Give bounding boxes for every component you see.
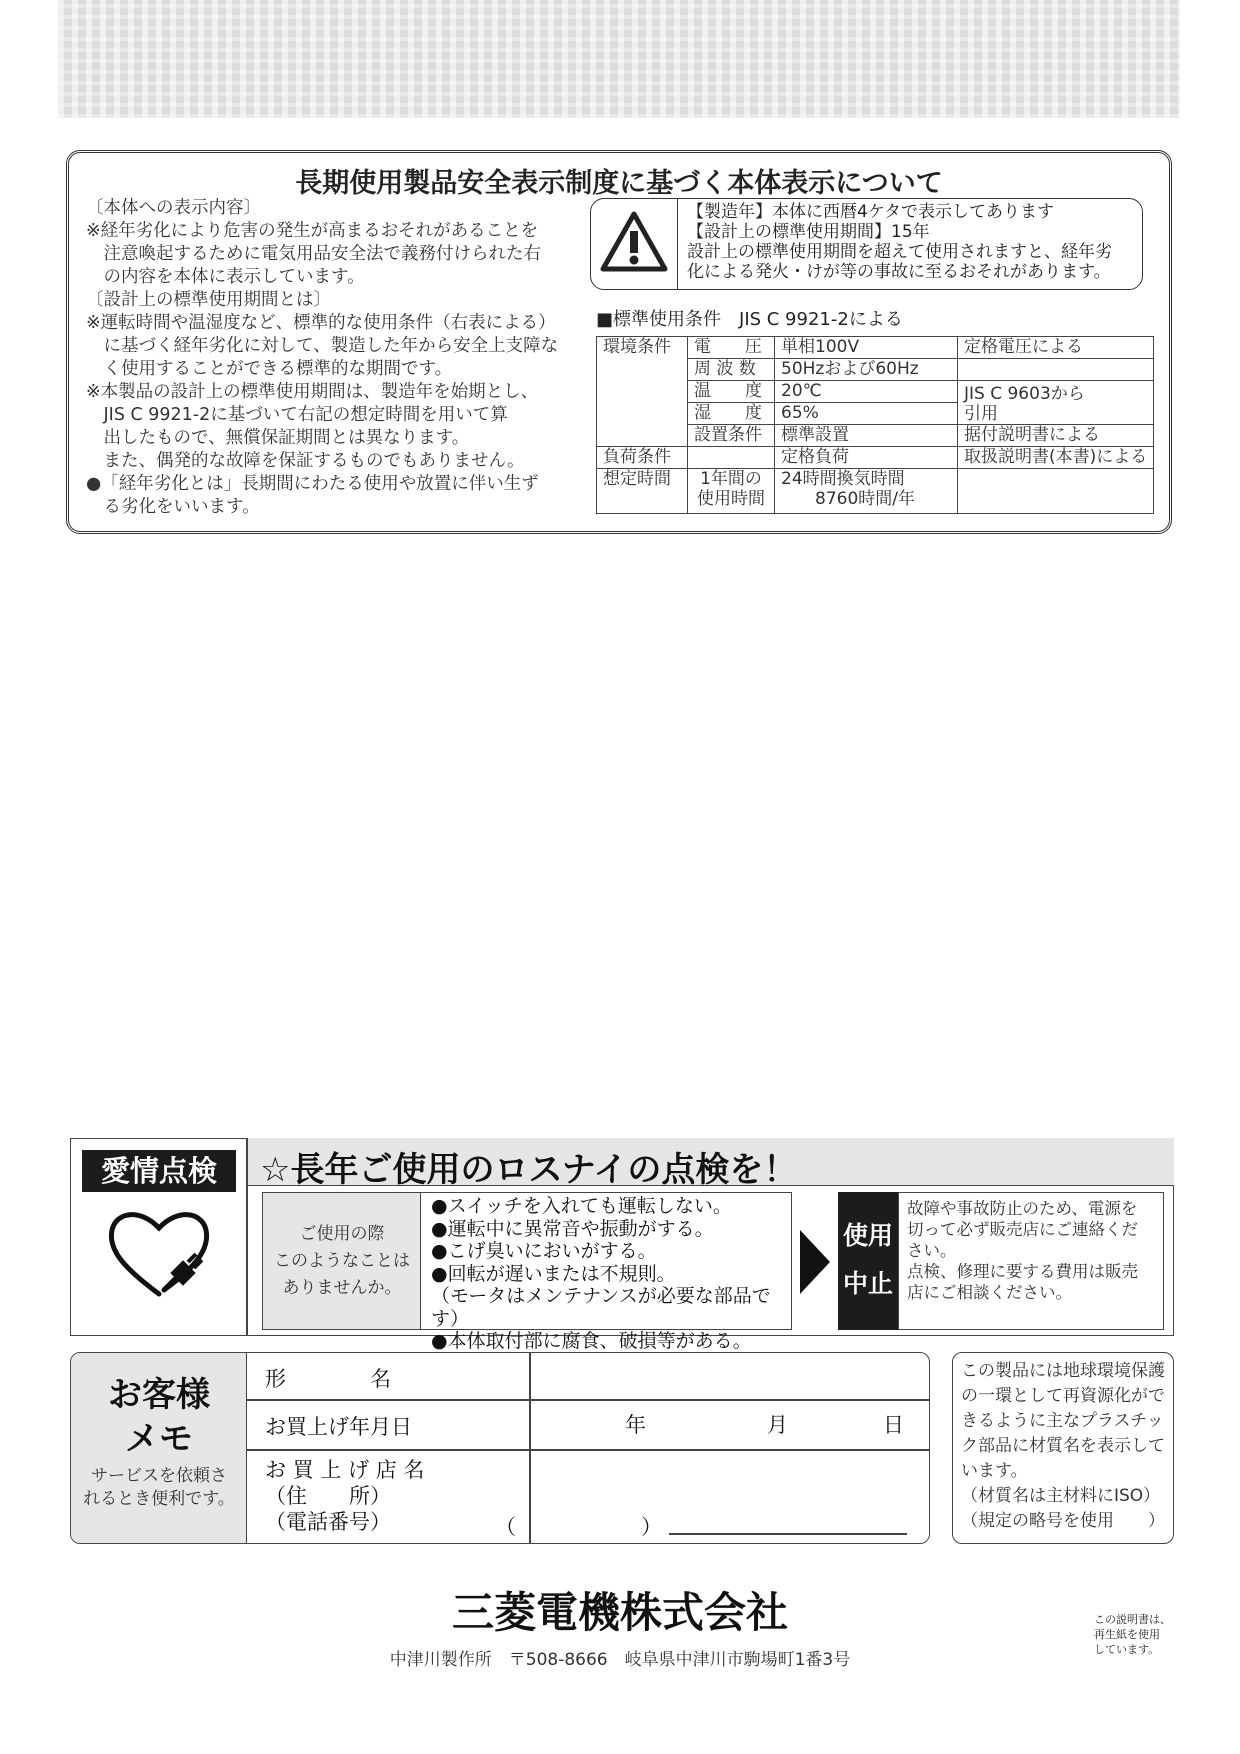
- list-item: ●運転中に異常音や振動がする。: [431, 1217, 714, 1240]
- text-line: に基づく経年劣化に対して、製造した年から安全上支障な: [86, 336, 559, 356]
- text-line: の内容を本体に表示しています。: [86, 267, 365, 287]
- text-line: ク部品に材質名を表示して: [961, 1436, 1165, 1456]
- memo-col-divider: [529, 1353, 531, 1543]
- stop-instructions-box: [898, 1192, 1164, 1330]
- text-line: ●「経年劣化とは」長期間にわたる使用や放置に伴い生ず: [86, 474, 539, 494]
- company-name: 三菱電機株式会社: [451, 1588, 788, 1637]
- question-label: ご使用の際 このようなことは ありませんか。: [274, 1224, 410, 1298]
- company-address: 中津川製作所 〒508-8666 岐阜県中津川市駒場町1番3号: [389, 1650, 851, 1670]
- temp-note: JIS C 9603から 引用: [958, 381, 1154, 425]
- std-heading: ■標準使用条件 JIS C 9921-2による: [596, 309, 903, 330]
- freq-value: 50Hzおよび60Hz: [775, 359, 958, 381]
- warn-line: 化による発火・けが等の事故に至るおそれがあります。: [687, 262, 1111, 282]
- time-note: [958, 469, 1154, 514]
- text-line: JIS C 9921-2に基づいて右記の想定時間を用いて算: [86, 405, 508, 425]
- memo-row-divider: [247, 1399, 930, 1401]
- list-item: ●回転が遅いまたは不規則。: [431, 1262, 676, 1285]
- humid-label: 湿 度: [688, 403, 775, 425]
- warn-line: 設計上の標準使用期間を超えて使用されますと、経年劣: [687, 242, 1112, 262]
- voltage-label: 電 圧: [688, 337, 775, 359]
- inspection-divider: [246, 1138, 248, 1336]
- text-line: います。: [961, 1461, 1028, 1481]
- install-note: 据付説明書による: [958, 425, 1154, 447]
- phone-underline: [669, 1533, 907, 1535]
- load-blank: [688, 447, 775, 469]
- time-sub: 1年間の 使用時間: [688, 469, 775, 514]
- memo-title: お客様 メモ: [108, 1375, 210, 1459]
- month-label: 月: [767, 1413, 788, 1437]
- standard-conditions-table: [596, 336, 1154, 514]
- list-item: ●スイッチを入れても運転しない。: [431, 1195, 732, 1217]
- list-item: ●こげ臭いにおいがする。: [431, 1240, 657, 1262]
- purchase-date-label: お買上げ年月日: [265, 1415, 412, 1439]
- text-line: の一環として再資源化がで: [961, 1386, 1165, 1406]
- question-label-bg: [263, 1193, 421, 1329]
- texture-banner: [58, 0, 1180, 118]
- text-line: （材質名は主材料にISO）: [961, 1486, 1161, 1506]
- warning-text: [687, 202, 1112, 282]
- warning-box: [590, 198, 1143, 290]
- temp-value: 20℃: [775, 381, 958, 403]
- text-line: 故障や事故防止のため、電源を: [907, 1199, 1138, 1218]
- safety-left-text: [86, 197, 558, 519]
- text-line: さい。: [907, 1241, 957, 1260]
- symptom-list: [431, 1195, 791, 1353]
- safety-title: 長期使用製品安全表示制度に基づく本体表示について: [295, 168, 943, 199]
- voltage-value: 単相100V: [775, 337, 958, 359]
- time-value: 24時間換気時間 8760時間/年: [775, 469, 958, 514]
- voltage-note: 定格電圧による: [958, 337, 1154, 359]
- recycled-paper-note: この説明書は、 再生紙を使用 しています。: [1094, 1613, 1171, 1656]
- humid-value: 65%: [775, 403, 958, 425]
- text-line: る劣化をいいます。: [86, 497, 260, 517]
- arrow-right-icon: [800, 1230, 830, 1294]
- load-note: 取扱説明書(本書)による: [958, 447, 1154, 469]
- model-label: 形 名: [265, 1367, 391, 1391]
- time-label: 想定時間: [597, 469, 688, 514]
- warn-line: 【製造年】本体に西暦4ケタで表示してあります: [687, 202, 1054, 222]
- phone-open: （: [495, 1515, 516, 1539]
- env-cell: 環境条件: [597, 337, 688, 447]
- text-line: 出したもので、無償保証期間とは異なります。: [86, 428, 470, 448]
- freq-note: [958, 359, 1154, 381]
- inspection-badge: 愛情点検: [82, 1150, 236, 1192]
- text-line: 注意喚起するために電気用品安全法で義務付けられた右: [86, 244, 541, 264]
- load-value: 定格負荷: [775, 447, 958, 469]
- text-line: 点検、修理に要する費用は販売: [907, 1262, 1138, 1281]
- memo-row-divider: [247, 1449, 930, 1451]
- year-label: 年: [625, 1413, 646, 1437]
- text-line: 〔本体への表示内容〕: [86, 198, 261, 218]
- text-line: 店にご相談ください。: [907, 1283, 1072, 1302]
- store-label: お 買 上 げ 店 名 （住 所） （電話番号）: [265, 1458, 425, 1534]
- question-box: [262, 1192, 792, 1352]
- text-line: ※運転時間や温湿度など、標準的な使用条件（右表による）: [86, 313, 556, 333]
- text-line: この製品には地球環境保護: [961, 1361, 1165, 1381]
- text-line: ※本製品の設計上の標準使用期間は、製造年を始期とし、: [86, 382, 539, 402]
- warning-triangle-icon: [599, 209, 669, 275]
- phone-close: ）: [641, 1515, 662, 1539]
- stop-label: 使用 中止: [842, 1221, 893, 1298]
- text-line: また、偶発的な故障を保証するものでもありません。: [86, 451, 525, 471]
- install-value: 標準設置: [775, 425, 958, 447]
- stop-use-badge: [838, 1192, 898, 1330]
- text-line: ※経年劣化により危害の発生が高まるおそれがあることを: [86, 221, 539, 241]
- text-line: （規定の略号を使用 ）: [961, 1511, 1165, 1531]
- text-line: きるように主なプラスチッ: [961, 1411, 1164, 1431]
- warning-divider: [677, 199, 678, 289]
- temp-label: 温 度: [688, 381, 775, 403]
- text-line: 〔設計上の標準使用期間とは〕: [86, 290, 331, 310]
- warn-line: 【設計上の標準使用期間】15年: [687, 222, 930, 242]
- stop-text: [907, 1198, 1138, 1303]
- memo-subtitle: サービスを依頼さ れるとき便利です。: [83, 1466, 235, 1509]
- day-label: 日: [883, 1413, 904, 1437]
- text-line: 切って必ず販売店にご連絡くだ: [907, 1220, 1138, 1239]
- customer-memo: [70, 1352, 930, 1544]
- freq-label: 周 波 数: [688, 359, 775, 381]
- recycle-note-box: [952, 1352, 1174, 1544]
- load-label: 負荷条件: [597, 447, 688, 469]
- inspection-title: ☆長年ご使用のロスナイの点検を！: [260, 1150, 798, 1190]
- list-item: ●本体取付部に腐食、破損等がある。: [431, 1330, 752, 1352]
- heart-plug-icon: [104, 1202, 214, 1312]
- list-item: （モータはメンテナンスが必要な部品です）: [431, 1285, 771, 1330]
- install-label: 設置条件: [688, 425, 775, 447]
- recycle-note-text: [961, 1359, 1165, 1534]
- text-line: く使用することができる標準的な期間です。: [86, 359, 453, 379]
- memo-left-panel: [71, 1353, 247, 1543]
